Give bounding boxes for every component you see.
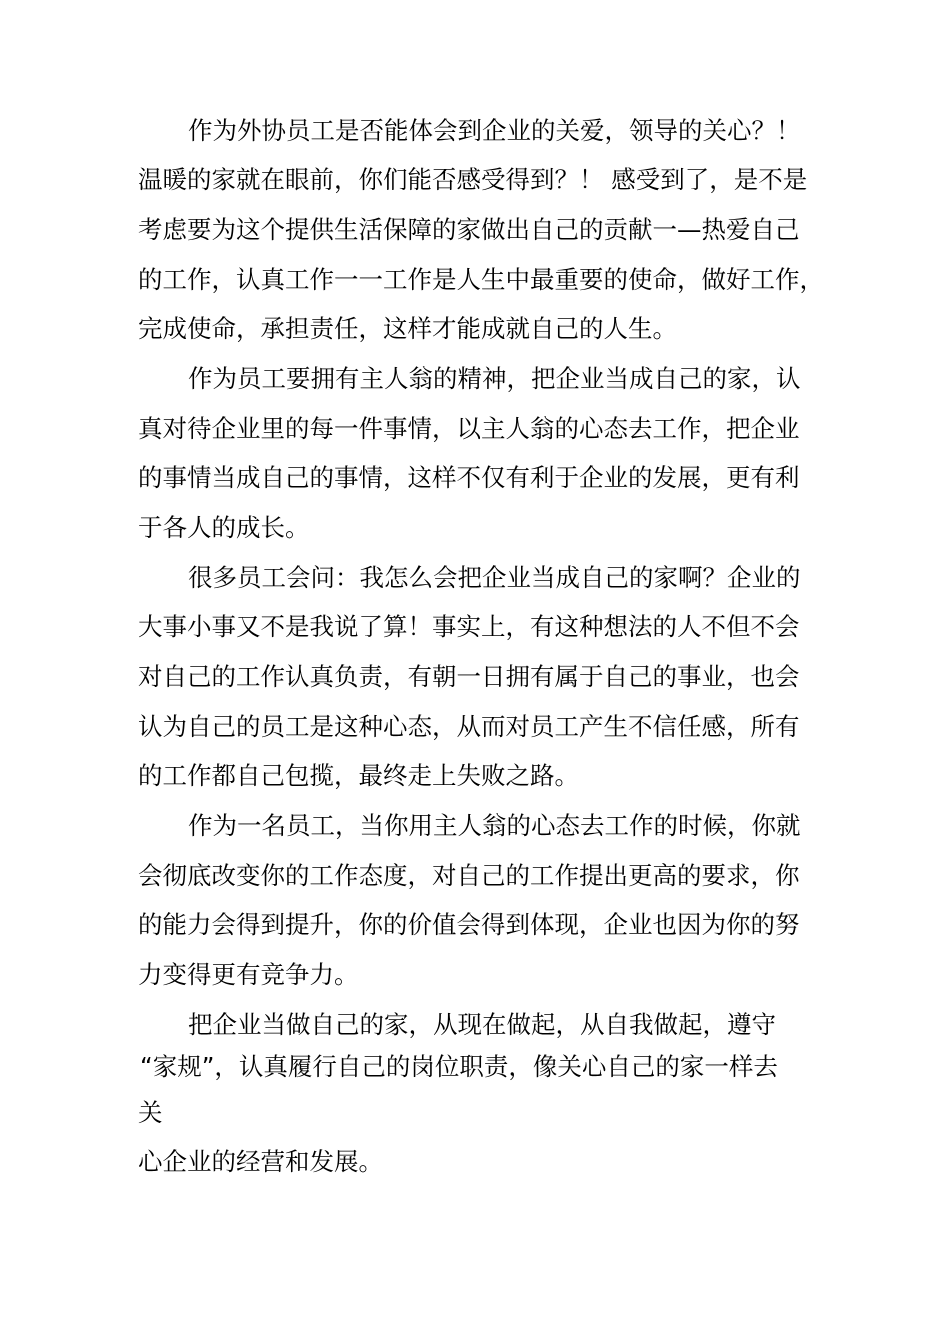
paragraph-5-line-3: 关 bbox=[138, 1098, 163, 1127]
paragraph-3-line-5: 的工作都自己包揽，最终走上失败之路。 bbox=[138, 761, 579, 790]
paragraph-2-line-2: 真对待企业里的每一件事情，以主人翁的心态去工作，把企业 bbox=[138, 414, 800, 443]
paragraph-4-line-1: 作为一名员工，当你用主人翁的心态去工作的时候，你就 bbox=[188, 811, 801, 840]
paragraph-4-line-4: 力变得更有竞争力。 bbox=[138, 960, 359, 989]
paragraph-3-line-1: 很多员工会问：我怎么会把企业当成自己的家啊？企业的 bbox=[188, 563, 801, 592]
paragraph-4-line-3: 的能力会得到提升，你的价值会得到体现，企业也因为你的努 bbox=[138, 910, 800, 939]
paragraph-2-line-3: 的事情当成自己的事情，这样不仅有利于企业的发展，更有利 bbox=[138, 463, 800, 492]
paragraph-4-line-2: 会彻底改变你的工作态度，对自己的工作提出更高的要求，你 bbox=[138, 861, 800, 890]
paragraph-5-line-2: “家规”，认真履行自己的岗位职责，像关心自己的家一样去 bbox=[140, 1052, 778, 1081]
paragraph-2-line-1: 作为员工要拥有主人翁的精神，把企业当成自己的家，认 bbox=[188, 364, 801, 393]
paragraph-2-line-4: 于各人的成长。 bbox=[138, 513, 310, 542]
paragraph-1-line-4: 的工作，认真工作一一工作是人生中最重要的使命，做好工作， bbox=[138, 265, 824, 294]
paragraph-5-line-4: 心企业的经营和发展。 bbox=[138, 1147, 383, 1176]
paragraph-3-line-2: 大事小事又不是我说了算！事实上，有这种想法的人不但不会 bbox=[138, 612, 800, 641]
paragraph-1-line-5: 完成使命，承担责任，这样才能成就自己的人生。 bbox=[138, 314, 677, 343]
paragraph-3-line-4: 认为自己的员工是这种心态，从而对员工产生不信任感，所有 bbox=[138, 712, 800, 741]
paragraph-1-line-3: 考虑要为这个提供生活保障的家做出自己的贡献一—热爱自己 bbox=[138, 215, 800, 244]
paragraph-1-line-1: 作为外协员工是否能体会到企业的关爱，领导的关心？！ bbox=[188, 116, 801, 145]
paragraph-3-line-3: 对自己的工作认真负责，有朝一日拥有属于自己的事业，也会 bbox=[138, 662, 800, 691]
paragraph-5-line-1: 把企业当做自己的家，从现在做起，从自我做起，遵守 bbox=[188, 1010, 776, 1039]
paragraph-1-line-2: 温暖的家就在眼前，你们能否感受得到？！ 感受到了，是不是 bbox=[138, 165, 808, 194]
